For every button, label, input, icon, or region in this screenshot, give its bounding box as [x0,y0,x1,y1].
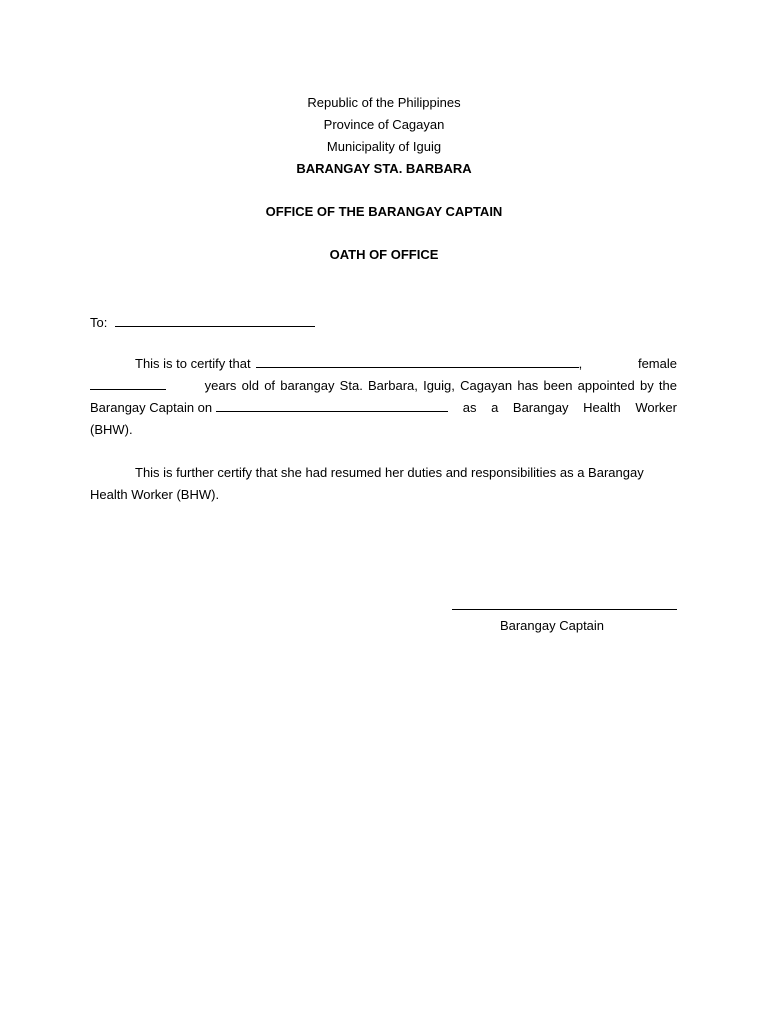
age-blank[interactable] [90,375,166,390]
para1-worker: Worker [635,400,677,415]
para2-text2: Health Worker (BHW). [90,487,220,502]
para1-intro: This is to certify that [135,356,251,371]
para1-line2 [90,375,677,397]
name-blank[interactable] [256,353,579,368]
certification-paragraph [90,353,677,441]
header-municipality: Municipality of Iguig [326,139,442,154]
para1-appointed: Barangay Captain on [90,400,213,415]
date-blank[interactable] [216,397,448,412]
para1-bhw: (BHW). [90,422,133,437]
para1-female: female [637,356,677,371]
para1-as: as [462,400,477,415]
para1-health: Health [583,400,621,415]
para1-age-text: years old of barangay Sta. Barbara, Iguig, Cagayan has been appointed by the [204,378,677,393]
header-barangay: BARANGAY STA. BARBARA [296,161,472,176]
further-paragraph [90,462,677,506]
document-title: OATH OF OFFICE [329,247,439,262]
para1-a: a [491,400,499,415]
para1-line4 [90,419,677,441]
office-title: OFFICE OF THE BARANGAY CAPTAIN [265,204,503,219]
para1-comma: , [578,356,583,371]
para1-line1 [90,353,677,375]
header-province: Province of Cagayan [323,117,445,132]
para2-line1 [90,462,677,484]
para1-barangay: Barangay [512,400,569,415]
signature-line[interactable] [452,609,677,610]
para2-line2 [90,484,677,506]
signature-label: Barangay Captain [499,618,605,633]
to-label: To: [90,315,108,330]
to-name-blank[interactable] [115,312,315,327]
to-row [90,312,315,332]
header-republic: Republic of the Philippines [307,95,461,110]
para2-text1: This is further certify that she had resumed her duties and responsibilities as a Barangay [135,465,644,480]
para1-line3 [90,397,677,419]
